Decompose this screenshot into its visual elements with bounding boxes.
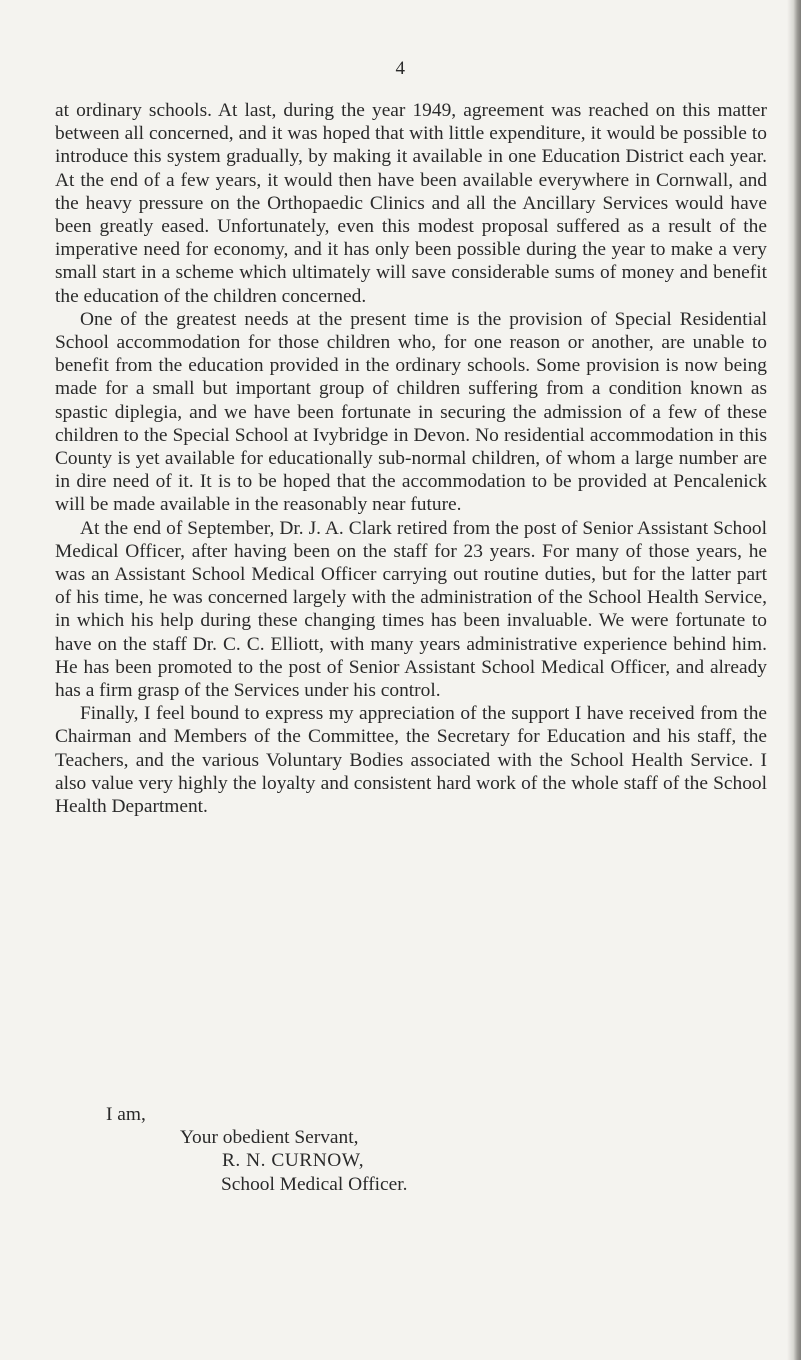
paragraph-1: at ordinary schools. At last, during the year 1949, agreement was reached on this matter between all concerned, and it was hoped that with little expenditure, it would be possible to introduce this system gradually, by making it available in one Education District each year. At the end of a few years, it would then have been available everywhere in Cornwall, and the heavy pressure on the Orthopaedic Clinics and all the Ancillary Services would have been greatly eased. Unfortunately, even this modest proposal suffered as a result of the imperative need for economy, and it has only been possible during the year to make a very small start in a scheme which ultimately will save considerable sums of money and benefit the education of the children concerned.: [55, 100, 767, 307]
paragraph-2: One of the greatest needs at the present time is the provision of Special Residential School accommodation for those children who, for one reason or another, are unable to benefit from the education provided in the ordinary schools. Some provision is now being made for a small but important group of children suffering from a condition known as spastic diplegia, and we have been fortunate in securing the admission of a few of these children to the Special School at Ivybridge in Devon. No residential accommodation in this County is yet available for educationally sub-normal children, of whom a large number are in dire need of it. It is to be hoped that the accommodation to be provided at Pencalenick will be made available in the reasonably near future.: [55, 308, 767, 516]
signatory-name: R. N. CURNOW,: [222, 1150, 365, 1172]
letter-body: [55, 99, 767, 818]
paragraph-4: Finally, I feel bound to express my appreciation of the support I have received from the Chairman and Members of the Committee, the Secretary for Education and his staff, the Teachers, and the various Voluntary Bodies associated with the School Health Service. I also value very highly the loyalty and consistent hard work of the whole staff of the School Health Department.: [55, 703, 767, 818]
signatory-title: School Medical Officer.: [221, 1173, 408, 1195]
page-number: 4: [395, 58, 406, 79]
closing-valediction: Your obedient Servant,: [180, 1127, 359, 1149]
page-edge-shadow: [787, 0, 801, 1360]
paragraph-3: At the end of September, Dr. J. A. Clark retired from the post of Senior Assistant School Medical Officer, after having been on the staff for 23 years. For many of those years, he was an Assistant School Medical Officer carrying out routine duties, but for the latter part of his time, he was concerned largely with the administration of the School Health Service, in which his help during these changing times has been invaluable. We were fortunate to have on the staff Dr. C. C. Elliott, with many years administrative experience behind him. He has been promoted to the post of Senior Assistant School Medical Officer, and already has a firm grasp of the Services under his control.: [55, 517, 767, 702]
closing-salutation: I am,: [106, 1104, 146, 1125]
letter-closing: [55, 1103, 767, 1196]
